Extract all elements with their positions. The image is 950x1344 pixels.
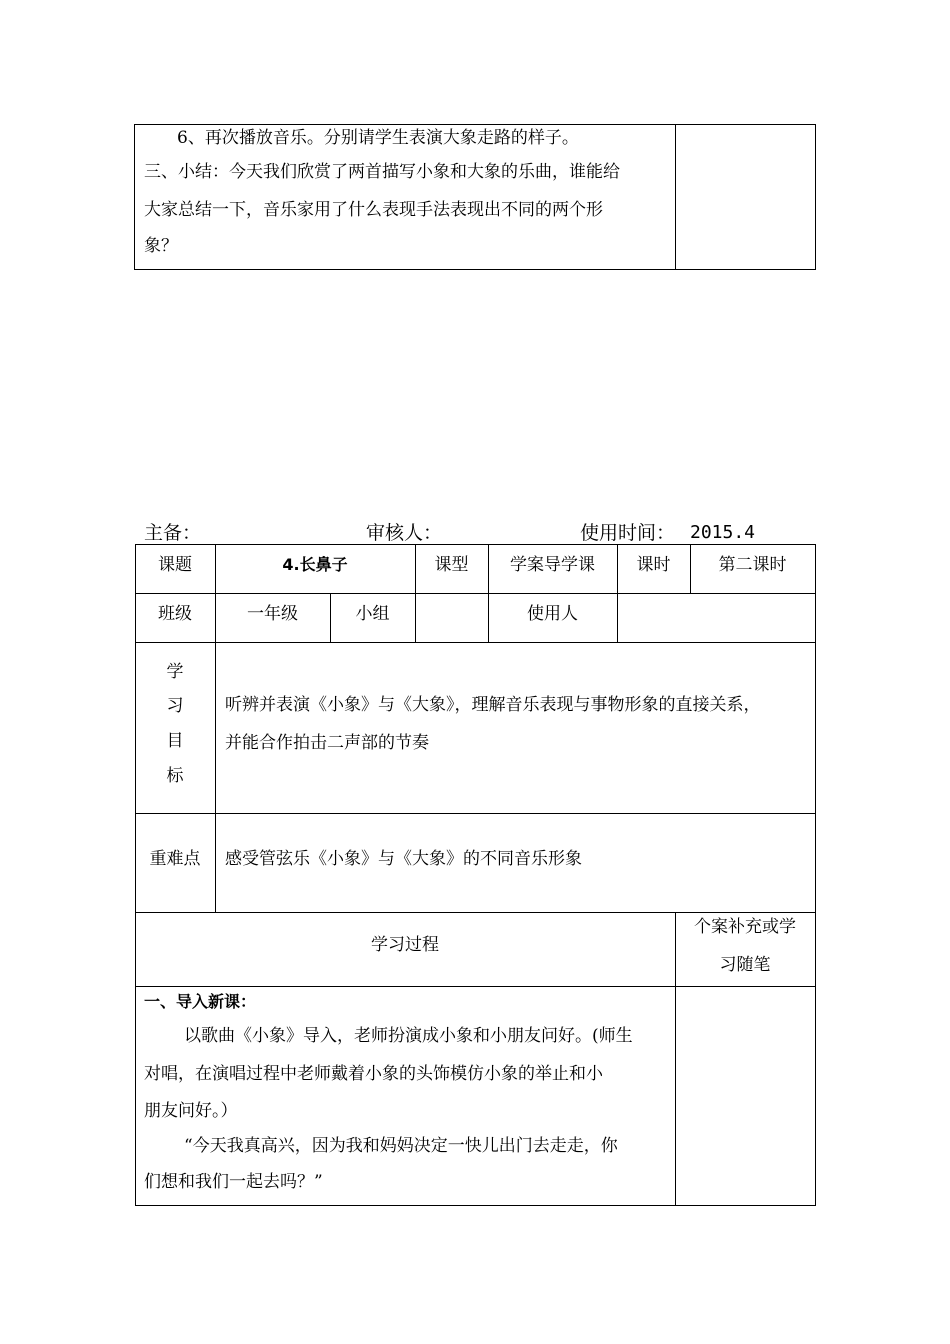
period-value: 第二课时 — [718, 555, 787, 575]
period-label: 课时 — [636, 555, 671, 575]
goals-label-char-4: 标 — [166, 766, 184, 786]
goals-line-2: 并能合作拍击二声部的节奏 — [225, 733, 429, 753]
goals-label-char-3: 目 — [166, 731, 184, 751]
class-value: 一年级 — [247, 604, 298, 624]
notes-header-line-1: 个案补充或学 — [694, 917, 796, 937]
notes-header-line-2: 习随笔 — [719, 955, 771, 975]
course-type-label: 课型 — [434, 555, 469, 575]
use-time-label: 使用时间： — [580, 522, 676, 544]
key-points-text: 感受管弦乐《小象》与《大象》的不同音乐形象 — [225, 849, 582, 869]
key-points-label: 重难点 — [149, 849, 201, 869]
course-type-value: 学案导学课 — [510, 555, 595, 575]
process-heading: 一、导入新课： — [144, 992, 257, 1011]
top-line-3: 大家总结一下，音乐家用了什么表现手法表现出不同的两个形 — [144, 200, 603, 220]
top-line-4: 象？ — [144, 236, 178, 256]
use-time-value: 2015.4 — [690, 522, 756, 543]
group-label: 小组 — [355, 604, 390, 624]
reviewer-label: 审核人： — [366, 522, 443, 544]
top-line-1: 6、再次播放音乐。分别请学生表演大象走路的样子。 — [177, 128, 579, 148]
user-label: 使用人 — [527, 604, 578, 624]
goals-line-1: 听辨并表演《小象》与《大象》，理解音乐表现与事物形象的直接关系， — [225, 695, 761, 715]
process-line-3: 朋友问好。） — [144, 1101, 238, 1121]
top-line-2: 三、小结：今天我们欣赏了两首描写小象和大象的乐曲，谁能给 — [144, 162, 620, 182]
process-line-1: 以歌曲《小象》导入，老师扮演成小象和小朋友问好。(师生 — [184, 1026, 633, 1046]
goals-label-char-2: 习 — [166, 696, 184, 716]
course-title-label: 课题 — [158, 555, 192, 575]
process-line-2: 对唱，在演唱过程中老师戴着小象的头饰模仿小象的举止和小 — [144, 1064, 603, 1084]
process-line-4: “今天我真高兴，因为我和妈妈决定一快儿出门去走走，你 — [184, 1136, 618, 1156]
class-label: 班级 — [158, 604, 192, 624]
process-line-5: 们想和我们一起去吗？” — [144, 1172, 323, 1192]
goals-label-char-1: 学 — [166, 662, 184, 682]
zhubei-label: 主备： — [144, 522, 202, 544]
course-title-value: 4.长鼻子 — [282, 555, 348, 574]
process-header-label: 学习过程 — [371, 935, 439, 955]
